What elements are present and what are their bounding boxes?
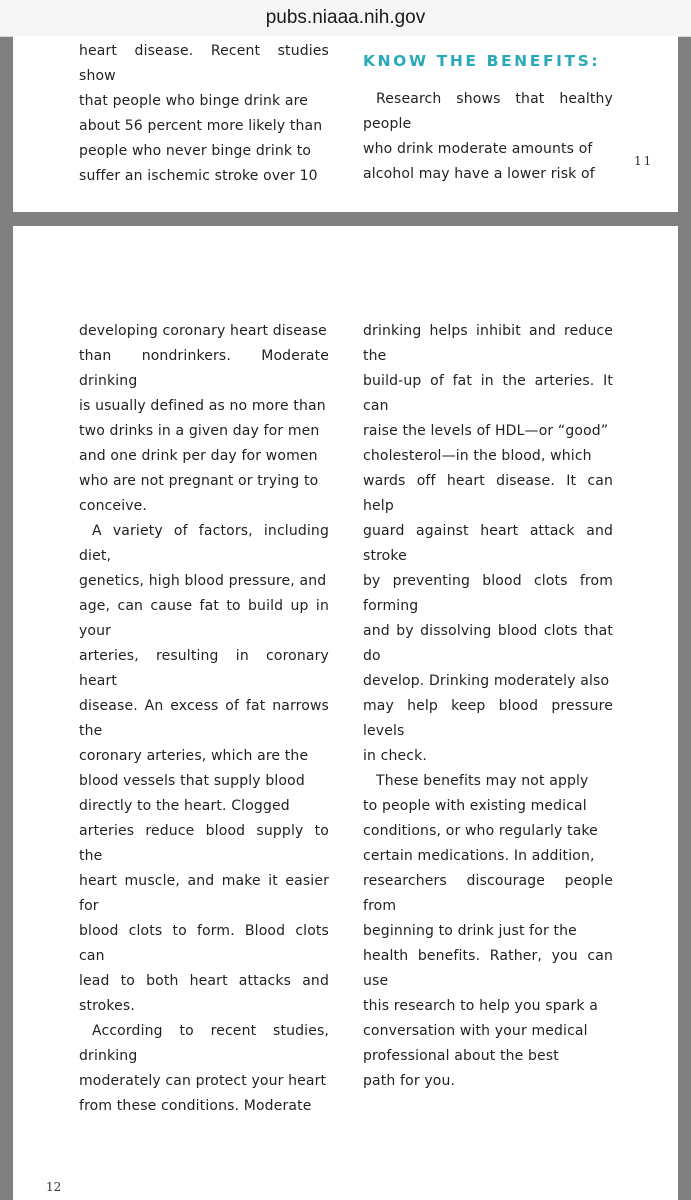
text-line: may help keep blood pressure levels <box>363 698 613 739</box>
text-line: drinking helps inhibit and reduce the <box>363 323 613 364</box>
text-line: alcohol may have a lower risk of <box>363 166 595 182</box>
text-line: cholesterol—in the blood, which <box>363 448 592 464</box>
page-11-left-paragraph <box>79 39 329 189</box>
text-line: wards off heart disease. It can help <box>363 473 613 514</box>
text-line: by preventing blood clots from forming <box>363 573 613 614</box>
text-line: and by dissolving blood clots that do <box>363 623 613 664</box>
text-line: suffer an ischemic stroke over 10 <box>79 168 318 184</box>
text-line: blood clots to form. Blood clots can <box>79 923 329 964</box>
body-paragraph <box>79 1019 329 1119</box>
text-line: lead to both heart attacks and strokes. <box>79 973 329 1014</box>
text-line: arteries reduce blood supply to the <box>79 823 329 864</box>
text-line: directly to the heart. Clogged <box>79 798 290 814</box>
text-line: than nondrinkers. Moderate drinking <box>79 348 329 389</box>
url-text: pubs.niaaa.nih.gov <box>265 7 426 28</box>
text-line: is usually defined as no more than <box>79 398 326 414</box>
text-line: who drink moderate amounts of <box>363 141 593 157</box>
text-line: develop. Drinking moderately also <box>363 673 610 689</box>
body-paragraph <box>79 319 329 519</box>
text-line: guard against heart attack and stroke <box>363 523 613 564</box>
text-line: professional about the best <box>363 1048 559 1064</box>
body-paragraph <box>363 319 613 769</box>
text-line: that people who binge drink are <box>79 93 308 109</box>
text-line: coronary arteries, which are the <box>79 748 309 764</box>
text-line: health benefits. Rather, you can use <box>363 948 613 989</box>
text-line: from these conditions. Moderate <box>79 1098 312 1114</box>
text-line: to people with existing medical <box>363 798 587 814</box>
body-paragraph <box>79 519 329 1019</box>
text-line: blood vessels that supply blood <box>79 773 305 789</box>
text-line: conditions, or who regularly take <box>363 823 598 839</box>
text-line: and one drink per day for women <box>79 448 318 464</box>
text-line: in check. <box>363 748 428 764</box>
address-bar[interactable] <box>0 0 691 37</box>
text-line: genetics, high blood pressure, and <box>79 573 327 589</box>
text-line: two drinks in a given day for men <box>79 423 320 439</box>
page-11-right-paragraph <box>363 87 613 187</box>
text-line: disease. An excess of fat narrows the <box>79 698 329 739</box>
page-12-right-column <box>363 319 613 1094</box>
text-line: age, can cause fat to build up in your <box>79 598 329 639</box>
text-line: developing coronary heart disease <box>79 323 327 339</box>
text-line: arteries, resulting in coronary heart <box>79 648 329 689</box>
page-number-12: 12 <box>46 1180 62 1194</box>
text-line: heart disease. Recent studies show <box>79 43 329 84</box>
text-line: These benefits may not apply <box>376 773 589 789</box>
text-line: Research shows that healthy people <box>363 91 613 132</box>
page-number-11: 11 <box>634 154 654 168</box>
text-line: path for you. <box>363 1073 456 1089</box>
text-line: beginning to drink just for the <box>363 923 577 939</box>
text-line: A variety of factors, including diet, <box>79 523 329 564</box>
page-12-left-column <box>79 319 329 1119</box>
text-line: conversation with your medical <box>363 1023 588 1039</box>
page-11-left-column <box>79 39 329 189</box>
page-11 <box>13 36 678 212</box>
text-line: conceive. <box>79 498 148 514</box>
text-line: build-up of fat in the arteries. It can <box>363 373 613 414</box>
text-line: certain medications. In addition, <box>363 848 595 864</box>
section-heading: KNOW THE BENEFITS: <box>363 52 601 70</box>
text-line: moderately can protect your heart <box>79 1073 327 1089</box>
text-line: who are not pregnant or trying to <box>79 473 319 489</box>
text-line: about 56 percent more likely than <box>79 118 323 134</box>
text-line: According to recent studies, drinking <box>79 1023 329 1064</box>
text-line: raise the levels of HDL—or “good” <box>363 423 609 439</box>
text-line: people who never binge drink to <box>79 143 312 159</box>
body-paragraph <box>363 769 613 1094</box>
text-line: researchers discourage people from <box>363 873 613 914</box>
page-11-right-column <box>363 46 613 187</box>
page-12 <box>13 226 678 1200</box>
text-line: heart muscle, and make it easier for <box>79 873 329 914</box>
text-line: this research to help you spark a <box>363 998 599 1014</box>
